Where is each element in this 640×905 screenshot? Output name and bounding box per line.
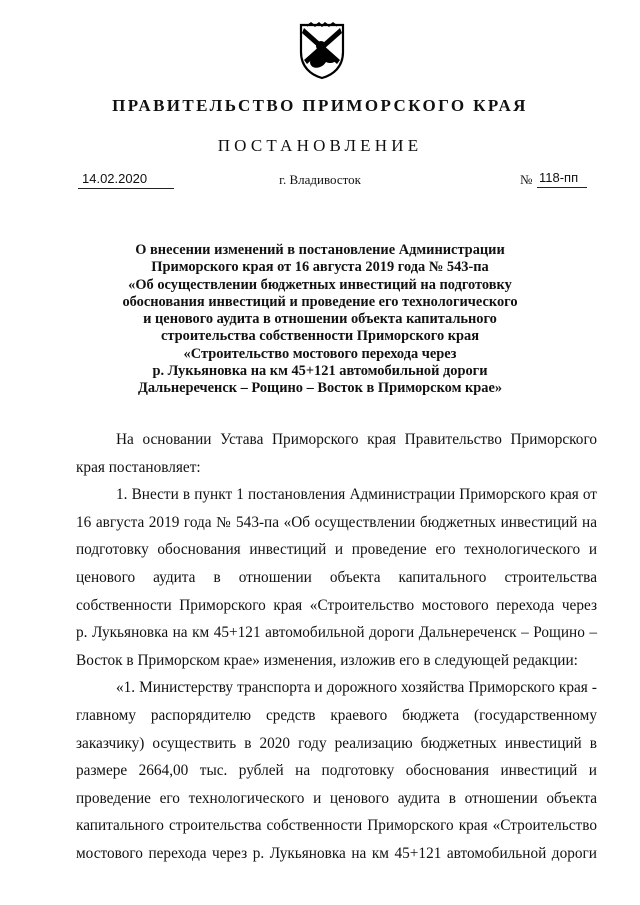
body-line: р. Лукьяновка на км 45+121 автомобильной дороги Дальнереченск – Рощино – (76, 624, 597, 642)
body-line: Восток в Приморском крае» изменения, изложив его в следующей редакции: (76, 651, 578, 669)
body-line: 1. Внести в пункт 1 постановления Администрации Приморского края от (116, 486, 597, 504)
document-number: 118-пп (537, 169, 587, 188)
title-line: Дальнереченск – Рощино – Восток в Приморском крае» (137, 380, 503, 397)
body-line: собственности Приморского края «Строительство мостового перехода через (76, 596, 597, 614)
document-title (70, 242, 570, 398)
government-name: ПРАВИТЕЛЬСТВО ПРИМОРСКОГО КРАЯ (112, 96, 528, 115)
body-line: подготовку обоснования инвестиций и проведение его технологического и (76, 541, 597, 559)
body-line: мостового перехода через р. Лукьяновка на км 45+121 автомобильной дороги (76, 844, 597, 862)
title-line: р. Лукьяновка на км 45+121 автомобильной дороги (152, 363, 488, 380)
document-city: г. Владивосток (279, 172, 361, 187)
title-line: строительства собственности Приморского края (160, 328, 480, 345)
title-line: О внесении изменений в постановление Администрации (135, 242, 505, 258)
body-line: края постановляет: (76, 458, 201, 476)
document-body (76, 426, 597, 868)
body-line: главному распорядителю средств краевого бюджета (государственному (76, 706, 597, 724)
title-line: и ценового аудита в отношении объекта капитального (143, 311, 497, 328)
body-line: На основании Устава Приморского края Правительство Приморского (116, 431, 597, 448)
body-line: капитального строительства собственности Приморского края «Строительство (76, 817, 597, 835)
body-line: заказчику) осуществить в 2020 году реализацию бюджетных инвестиций в (76, 734, 597, 752)
document-kind: ПОСТАНОВЛЕНИЕ (217, 136, 423, 155)
title-line: «Об осуществлении бюджетных инвестиций на подготовку (128, 276, 512, 293)
body-line: размере 2664,00 тыс. рублей на подготовку обоснования инвестиций и (76, 762, 597, 780)
body-line: «1. Министерству транспорта и дорожного хозяйства Приморского края - (116, 679, 597, 697)
title-line: «Строительство мостового перехода через (183, 345, 457, 362)
body-line: 16 августа 2019 года № 543-па «Об осуществлении бюджетных инвестиций на (76, 513, 597, 531)
body-line: ценового аудита в отношении объекта капитального строительства (76, 568, 597, 586)
number-label: № (520, 172, 533, 187)
title-line: Приморского края от 16 августа 2019 года № 543-па (151, 259, 489, 276)
document-date: 14.02.2020 (78, 170, 174, 189)
title-line: обоснования инвестиций и проведение его технологического (122, 293, 518, 310)
coat-of-arms-emblem (297, 22, 347, 80)
body-line: проведение его технологического и ценового аудита в отношении объекта (76, 789, 597, 807)
